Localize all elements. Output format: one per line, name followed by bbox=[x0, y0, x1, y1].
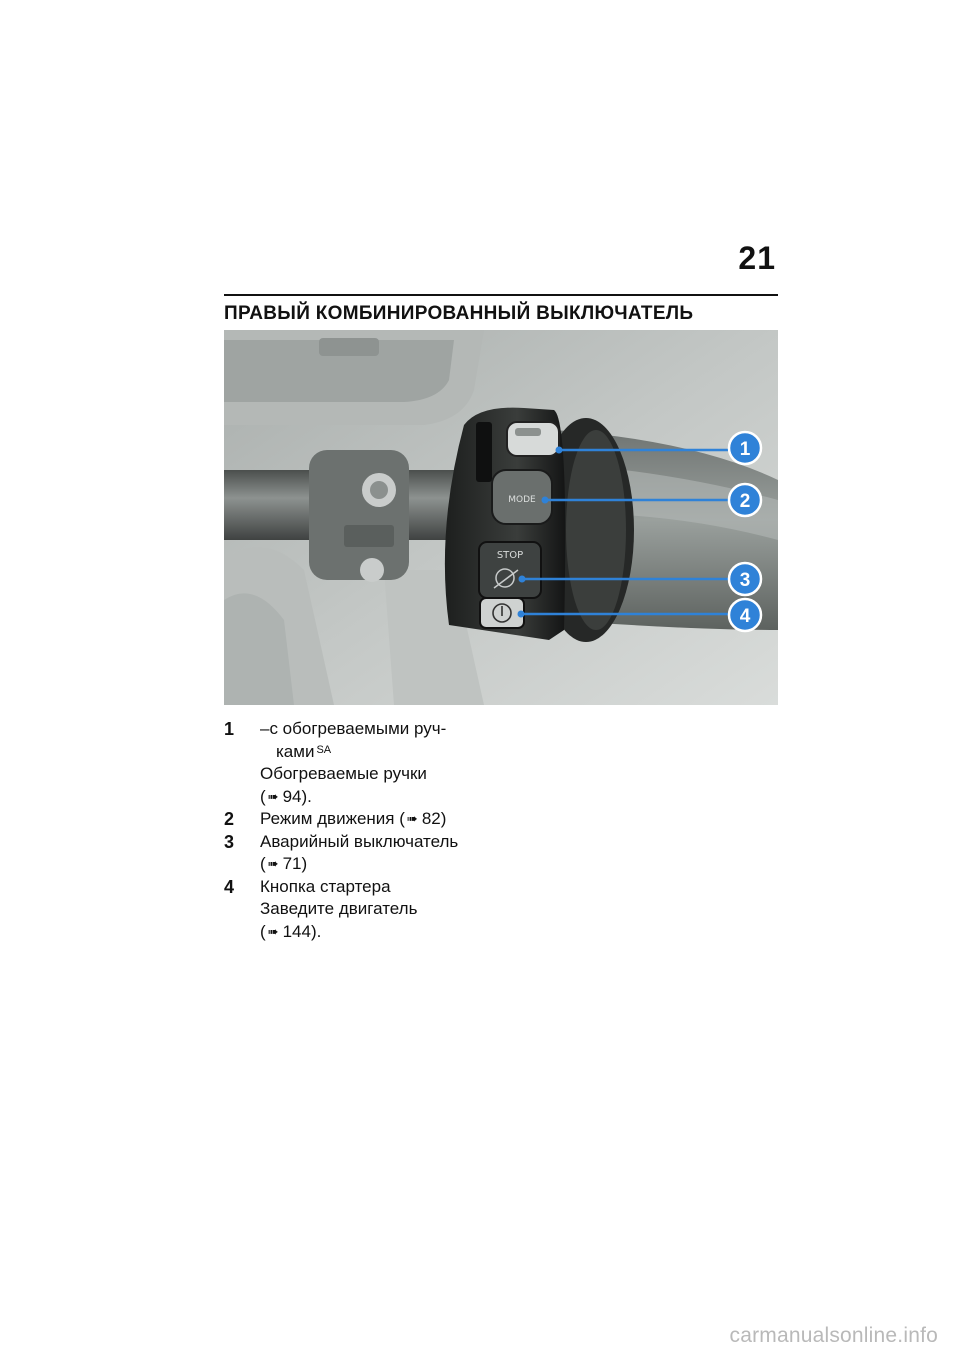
special-equipment-mark: SA bbox=[316, 743, 332, 756]
legend-item-4 bbox=[224, 876, 524, 944]
legend-text: ками bbox=[276, 741, 315, 761]
legend-list bbox=[224, 718, 524, 943]
legend-item-1 bbox=[224, 718, 524, 808]
legend-line bbox=[260, 831, 524, 854]
legend-item-3 bbox=[224, 831, 524, 876]
legend-line bbox=[260, 741, 524, 764]
paren: ( bbox=[260, 786, 266, 806]
page-ref-link[interactable]: 94). bbox=[282, 786, 312, 806]
header-rule bbox=[224, 294, 778, 296]
legend-line bbox=[260, 808, 524, 831]
legend-number: 3 bbox=[224, 831, 235, 852]
watermark: carmanualsonline.info bbox=[729, 1324, 938, 1347]
callout-2: 2 bbox=[739, 491, 751, 512]
callout-3: 3 bbox=[739, 570, 751, 591]
legend-text: Обогреваемые ручки bbox=[260, 764, 427, 783]
legend-text: Кнопка стартера bbox=[260, 876, 391, 896]
legend-line bbox=[260, 876, 524, 899]
legend-line bbox=[260, 853, 524, 876]
handlebar-switch-photo bbox=[224, 330, 778, 705]
legend-text: Аварийный выключатель bbox=[260, 831, 459, 851]
page-ref-arrow-icon: ➠ bbox=[267, 856, 279, 871]
page-ref-arrow-icon: ➠ bbox=[267, 923, 279, 939]
page-ref-arrow-icon: ➠ bbox=[406, 811, 418, 826]
stop-button-label: STOP bbox=[496, 550, 524, 561]
paren: ( bbox=[260, 921, 266, 941]
paren: ( bbox=[260, 854, 266, 873]
paren: ( bbox=[399, 809, 405, 828]
page-ref-arrow-icon: ➠ bbox=[267, 788, 279, 804]
switch-illustration bbox=[224, 330, 778, 705]
legend-text: Режим движения bbox=[260, 809, 400, 828]
legend-line bbox=[260, 786, 524, 809]
legend-item-2 bbox=[224, 808, 524, 831]
page-number: 21 bbox=[738, 240, 776, 276]
legend-line bbox=[260, 898, 524, 921]
callout-4: 4 bbox=[739, 606, 751, 627]
page-ref-link[interactable]: 71) bbox=[282, 854, 308, 873]
legend-text: Заведите двигатель bbox=[260, 899, 418, 918]
legend-line bbox=[260, 921, 524, 944]
legend-line bbox=[260, 718, 524, 741]
legend-text: –с обогреваемыми руч- bbox=[260, 719, 447, 738]
page-ref-link[interactable]: 82) bbox=[421, 809, 447, 828]
legend-line bbox=[260, 763, 524, 786]
legend-number: 1 bbox=[224, 719, 235, 739]
legend-number: 4 bbox=[224, 876, 235, 897]
page-ref-link[interactable]: 144). bbox=[282, 921, 322, 941]
legend-number: 2 bbox=[224, 809, 235, 829]
callout-1: 1 bbox=[739, 439, 751, 460]
section-title: ПРАВЫЙ КОМБИНИРОВАННЫЙ ВЫКЛЮЧАТЕЛЬ bbox=[224, 303, 694, 324]
mode-button-label: MODE bbox=[508, 495, 536, 505]
